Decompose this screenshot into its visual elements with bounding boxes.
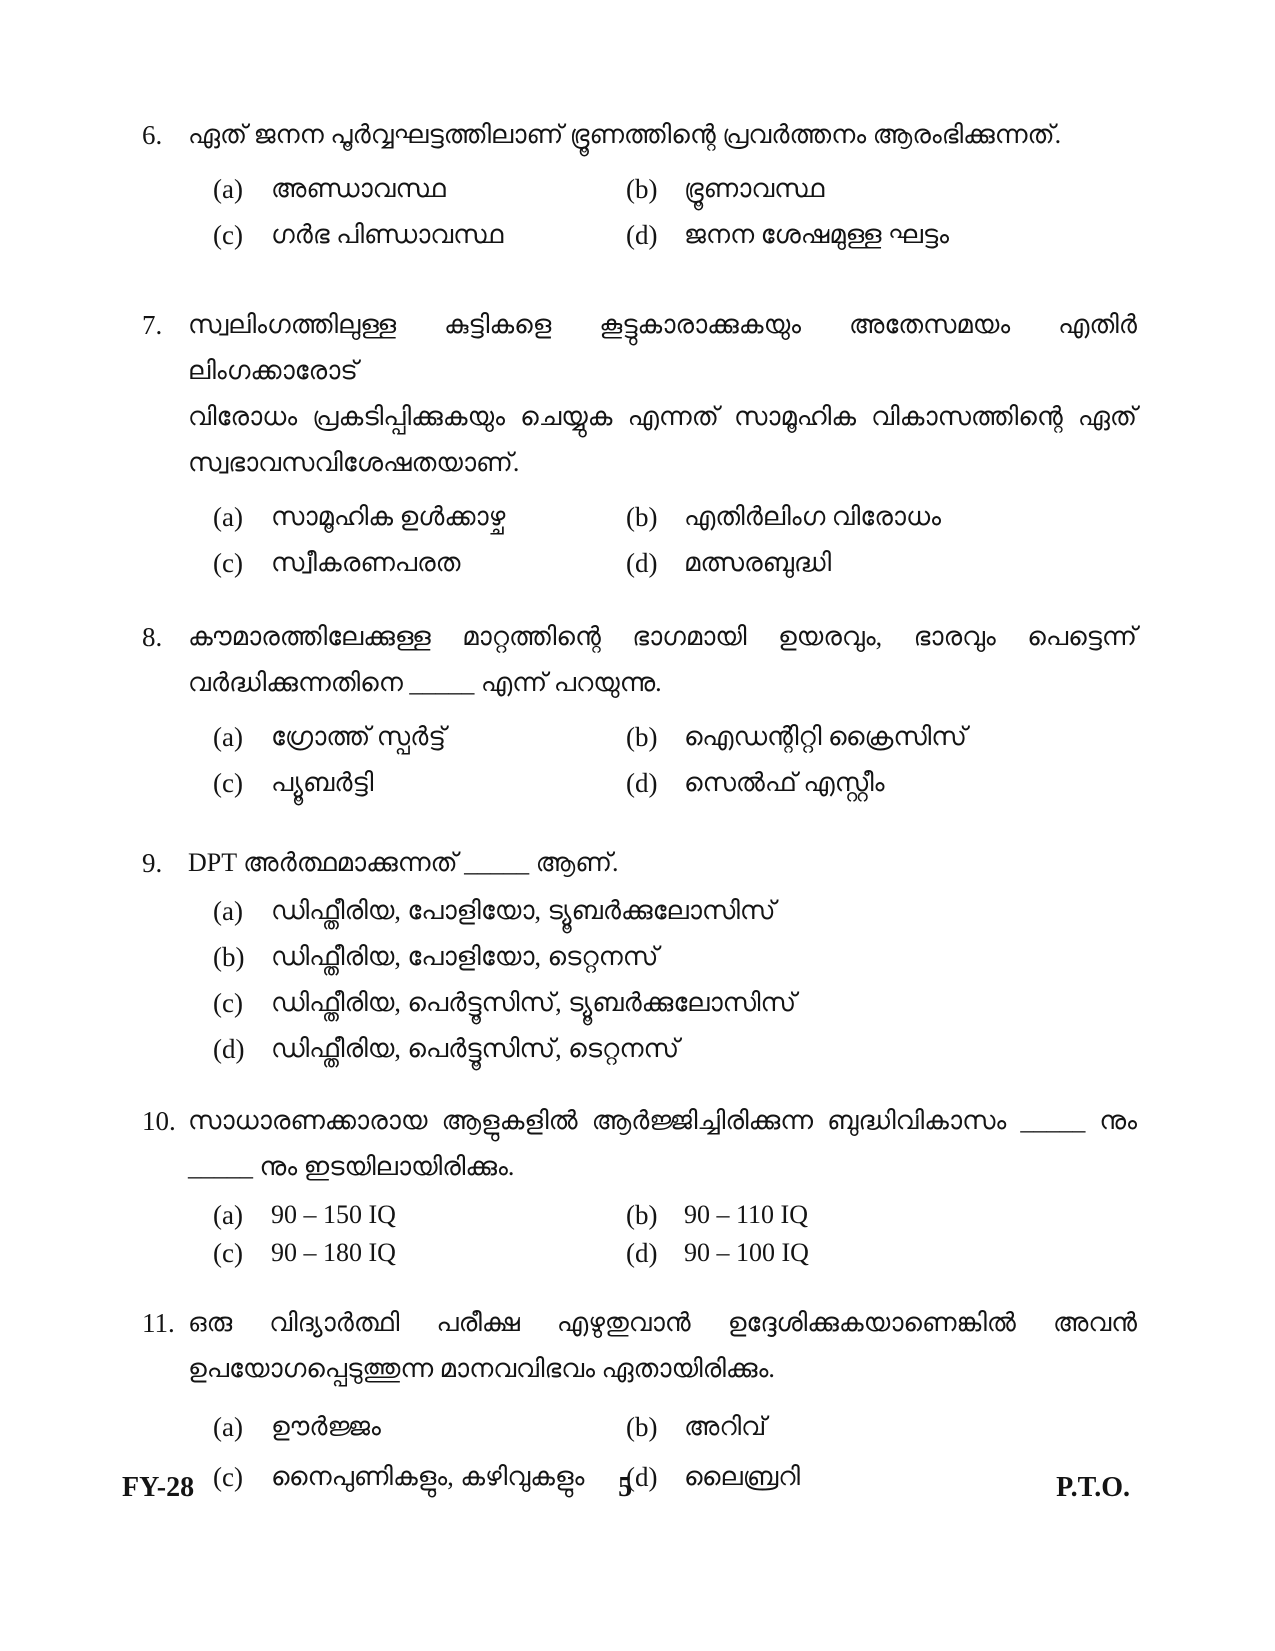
stem-line: സ്വഭാവസവിശേഷതയാണ്. [188,448,520,477]
options [188,494,1137,586]
option-text: ലൈബ്രറി [684,1462,801,1491]
stem-line: സാധാരണക്കാരായ ആളുകളിൽ ആർജ്ജിച്ചിരിക്കുന്ന ബുദ്ധിവികാസം _____ നും [188,1106,1137,1135]
option-c [213,540,626,586]
option-label: (b) [626,1200,658,1230]
option-row [188,1196,1137,1234]
option-text: ഐഡന്റിറ്റി ക്രൈസിസ് [684,722,967,751]
options [188,166,1137,258]
option-text: സാമൂഹിക ഉൾക്കാഴ്ച [271,502,506,531]
question-body [188,840,1137,1072]
option-row [188,980,1137,1026]
options [188,714,1137,806]
option-b [626,494,1137,540]
option-text: 90 – 100 IQ [684,1238,809,1267]
option-c [213,980,1137,1026]
option-label: (d) [626,768,658,798]
option-text: ഡിഫ്തീരിയ, പോളിയോ, ട്യൂബർക്കുലോസിസ് [271,896,776,925]
option-label: (c) [213,768,243,798]
stem-line: DPT അർത്ഥമാക്കുന്നത് _____ ആണ്. [188,848,619,877]
stem-line: ഒരു വിദ്യാർത്ഥി പരീക്ഷ എഴുതുവാൻ ഉദ്ദേശിക്കുകയാണെങ്കിൽ അവൻ [188,1308,1137,1337]
option-text: സെൽഫ് എസ്റ്റീം [684,768,885,797]
question-body [188,614,1137,806]
option-text: ഗ്രോത്ത് സ്പർട്ട് [271,722,446,751]
option-row [188,212,1137,258]
option-b [626,1402,1137,1452]
option-label: (c) [213,548,243,578]
option-row [188,494,1137,540]
question-stem [188,1098,1137,1190]
question-stem [188,112,1137,158]
option-a [213,1196,626,1234]
question-stem [188,840,1137,886]
option-a [213,714,626,760]
option-label: (c) [213,1238,243,1268]
stem-line: സ്വലിംഗത്തിലുള്ള കുട്ടികളെ കൂട്ടുകാരാക്കുകയും അതേസമയം എതിർ ലിംഗക്കാരോട് [188,310,1137,385]
option-row [188,888,1137,934]
options [188,888,1137,1072]
option-b [626,1196,1137,1234]
option-label: (a) [213,1412,243,1442]
option-text: അറിവ് [684,1412,767,1441]
question-number: 7. [142,310,163,340]
option-label: (d) [213,1034,245,1064]
option-label: (c) [213,220,243,250]
option-label: (b) [626,502,658,532]
option-text: മത്സരബുദ്ധി [684,548,832,577]
page-footer [122,1472,1130,1504]
option-text: സ്വീകരണപരത [271,548,461,577]
option-a [213,166,626,212]
option-label: (b) [626,174,658,204]
option-label: (a) [213,1200,243,1230]
question-number: 6. [142,120,163,150]
option-d [626,212,1137,258]
paper-code: FY-28 [122,1472,195,1503]
option-text: അണ്ഡാവസ്ഥ [271,174,446,203]
option-label: (d) [626,220,658,250]
option-a [213,1402,626,1452]
question-number: 8. [142,622,163,652]
option-label: (b) [626,722,658,752]
question-body [188,302,1137,586]
option-text: ഗർഭ പിണ്ഡാവസ്ഥ [271,220,504,249]
question-6 [142,112,1137,258]
option-a [213,494,626,540]
option-label: (a) [213,896,243,926]
option-d [626,540,1137,586]
question-10 [142,1098,1137,1272]
option-d [626,760,1137,806]
option-label: (d) [626,548,658,578]
option-row [188,714,1137,760]
stem-line: വിരോധം പ്രകടിപ്പിക്കുകയും ചെയ്യുക എന്നത് സാമൂഹിക വികാസത്തിന്റെ ഏത് [188,402,1137,431]
pto-label: P.T.O. [1056,1472,1130,1503]
option-d [213,1026,1137,1072]
option-label: (c) [213,988,243,1018]
option-label: (c) [213,1462,243,1492]
question-stem [188,614,1137,706]
option-label: (d) [626,1462,658,1492]
option-row [188,540,1137,586]
question-7 [142,302,1137,586]
option-b [213,934,1137,980]
stem-line: ഉപയോഗപ്പെടുത്തുന്ന മാനവവിഭവം ഏതായിരിക്കും. [188,1354,775,1383]
option-text: ജനന ശേഷമുള്ള ഘട്ടം [684,220,950,249]
stem-line: കൗമാരത്തിലേക്കുള്ള മാറ്റത്തിന്റെ ഭാഗമായി ഉയരവും, ഭാരവും പെട്ടെന്ന് [188,622,1137,651]
option-text: ഊർജ്ജം [271,1412,381,1441]
option-row [188,1026,1137,1072]
stem-line: വർദ്ധിക്കുന്നതിനെ _____ എന്ന് പറയുന്നു. [188,668,662,697]
option-b [626,714,1137,760]
option-text: ഡിഫ്തീരിയ, പെർട്ടൂസിസ്, ട്യൂബർക്കുലോസിസ് [271,988,797,1017]
option-c [213,1234,626,1272]
options [188,1196,1137,1272]
question-8 [142,614,1137,806]
option-text: എതിർലിംഗ വിരോധം [684,502,941,531]
option-text: പ്യൂബർട്ടി [271,768,374,797]
option-label: (d) [626,1238,658,1268]
option-b [626,166,1137,212]
option-text: 90 – 110 IQ [684,1200,808,1229]
option-c [213,212,626,258]
option-label: (a) [213,174,243,204]
page-number: 5 [618,1472,633,1503]
stem-line: _____ നും ഇടയിലായിരിക്കും. [188,1152,515,1181]
stem-line: ഏത് ജനന പൂർവ്വഘട്ടത്തിലാണ് ഭ്രൂണത്തിന്റെ പ്രവർത്തനം ആരംഭിക്കുന്നത്. [188,120,1062,149]
option-row [188,1402,1137,1452]
question-number: 11. [142,1308,175,1338]
question-stem [188,302,1137,486]
question-body [188,112,1137,258]
option-a [213,888,1137,934]
option-text: ഡിഫ്തീരിയ, പെർട്ടൂസിസ്, ടെറ്റനസ് [271,1034,680,1063]
option-c [213,760,626,806]
question-number: 10. [142,1106,176,1136]
option-text: 90 – 150 IQ [271,1200,396,1229]
question-number: 9. [142,848,163,878]
option-text: ഭ്രൂണാവസ്ഥ [684,174,825,203]
question-body [188,1098,1137,1272]
option-text: 90 – 180 IQ [271,1238,396,1267]
option-label: (b) [213,942,245,972]
option-text: ഡിഫ്തീരിയ, പോളിയോ, ടെറ്റനസ് [271,942,659,971]
option-text: നൈപുണികളും, കഴിവുകളും [271,1462,585,1491]
option-label: (a) [213,722,243,752]
option-row [188,1234,1137,1272]
option-d [626,1234,1137,1272]
option-row [188,166,1137,212]
question-stem [188,1300,1137,1392]
question-9 [142,840,1137,1072]
option-label: (b) [626,1412,658,1442]
option-row [188,934,1137,980]
questions-area [142,112,1137,1502]
option-label: (a) [213,502,243,532]
option-row [188,760,1137,806]
